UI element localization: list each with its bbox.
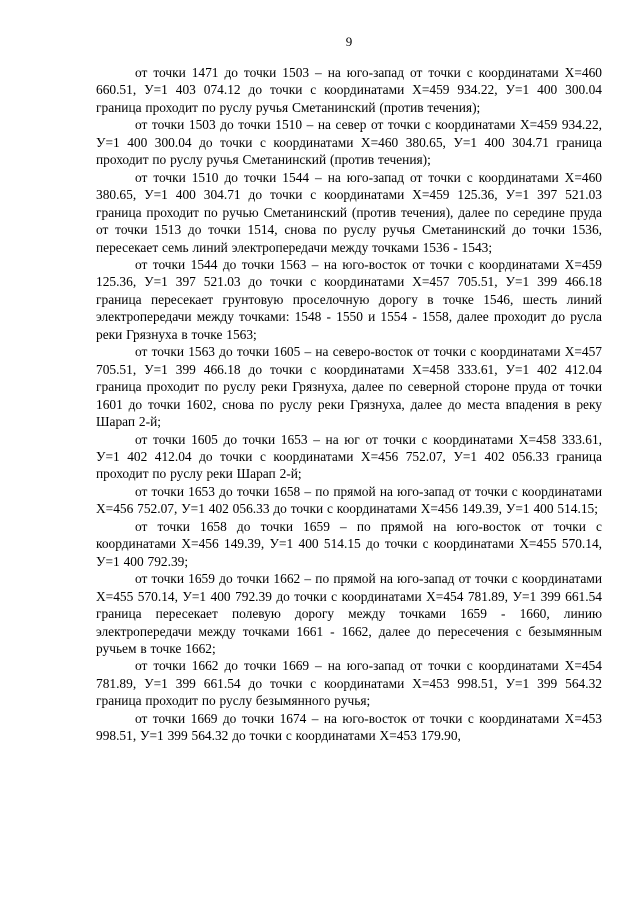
boundary-paragraph-7: от точки 1653 до точки 1658 – по прямой на юго-запад от точки с координатами X=456 752.07, У=1 402 056.33 до точки с координатами X=456 149.39, У=1 400 514.15; <box>96 483 602 517</box>
boundary-paragraph-4: от точки 1544 до точки 1563 – на юго-восток от точки с координатами X=459 125.36, У=1 397 521.03 до точки с координатами X=457 705.51, У=1 399 466.18 граница пересекает грунтовую проселочную дорогу в точке 1546, шесть линий электропередачи между точками: 1548 - 1550 и 1554 - 1558, далее проходит до русла реки Грязнуха в точке 1563; <box>96 256 602 342</box>
boundary-paragraph-5: от точки 1563 до точки 1605 – на северо-восток от точки с координатами X=457 705.51, У=1 399 466.18 до точки с координатами X=458 333.61, У=1 402 412.04 граница проходит по руслу реки Грязнуха, далее по северной стороне пруда от точки 1601 до точки 1602, снова по руслу реки Грязнуха, далее до места впадения в реку Шарап 2-й; <box>96 344 602 430</box>
boundary-paragraph-10: от точки 1662 до точки 1669 – на юго-запад от точки с координатами X=454 781.89, У=1 399 661.54 до точки с координатами X=453 998.51, У=1 399 564.32 граница проходит по руслу безымянного ручья; <box>96 658 602 709</box>
page-number: 9 <box>345 34 353 49</box>
boundary-paragraph-2: от точки 1503 до точки 1510 – на север от точки с координатами X=459 934.22, У=1 400 300.04 до точки с координатами X=460 380.65, У=1 400 304.71 граница проходит по руслу ручья Сметанинский (против течения); <box>96 117 602 168</box>
boundary-paragraph-6: от точки 1605 до точки 1653 – на юг от точки с координатами X=458 333.61, У=1 402 412.04 до точки с координатами X=456 752.07, У=1 402 056.33 граница проходит по руслу реки Шарап 2-й; <box>96 431 602 482</box>
boundary-paragraph-1: от точки 1471 до точки 1503 – на юго-запад от точки с координатами X=460 660.51, У=1 403 074.12 до точки с координатами X=459 934.22, У=1 400 300.04 граница проходит по руслу ручья Сметанинский (против течения); <box>96 65 602 115</box>
boundary-paragraph-8: от точки 1658 до точки 1659 – по прямой на юго-восток от точки с координатами X=456 149.39, У=1 400 514.15 до точки с координатами X=455 570.14, У=1 400 792.39; <box>96 518 602 569</box>
document-page <box>96 34 602 745</box>
boundary-paragraph-9: от точки 1659 до точки 1662 – по прямой на юго-запад от точки с координатами X=455 570.14, У=1 400 792.39 до точки с координатами X=454 781.89, У=1 399 661.54 граница пересекает полевую дорогу между точками 1659 - 1660, линию электропередачи между точками 1661 - 1662, далее до пересечения с безымянным ручьем в точке 1662; <box>96 571 602 656</box>
boundary-paragraph-3: от точки 1510 до точки 1544 – на юго-запад от точки с координатами X=460 380.65, У=1 400 304.71 до точки с координатами X=459 125.36, У=1 397 521.03 граница проходит по ручью Сметанинский (против течения), далее по середине пруда от точки 1513 до точки 1514, снова по руслу ручья Сметанинский до точки 1536, пересекает семь линий электропередачи между точками 1536 - 1543; <box>96 169 602 255</box>
boundary-paragraph-11: от точки 1669 до точки 1674 – на юго-восток от точки с координатами X=453 998.51, У=1 399 564.32 до точки с координатами X=453 179.90, <box>96 710 602 744</box>
